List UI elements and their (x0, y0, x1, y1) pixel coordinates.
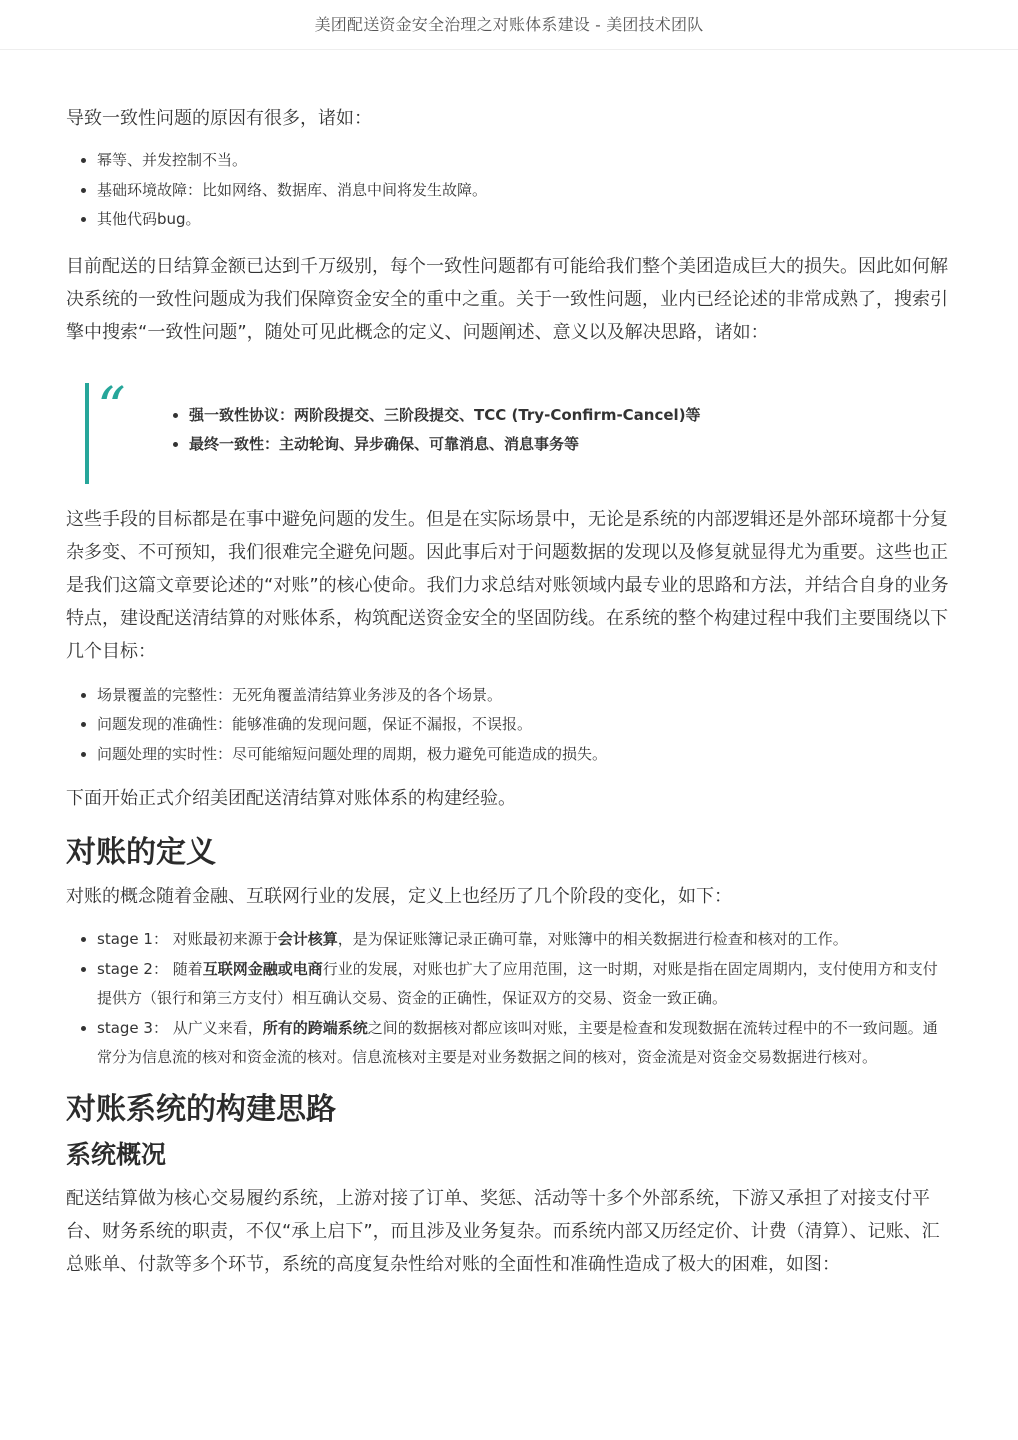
stage-emphasis: 互联网金融或电商 (202, 959, 323, 978)
list-item: • 基础环境故障：比如网络、数据库、消息中间将发生故障。 (97, 176, 952, 206)
section-heading-build: 对账系统的构建思路 (66, 1091, 336, 1127)
list-item: • 场景覆盖的完整性：无死角覆盖清结算业务涉及的各个场景。 (97, 681, 952, 711)
overview-paragraph: 配送结算做为核心交易履约系统，上游对接了订单、奖惩、活动等十多个外部系统，下游又承担了对接支付平台、财务系统的职责，不仅“承上启下”，而且涉及业务复杂。而系统内部又历经定价、计费（清算）、记账、汇总账单、付款等多个环节，系统的高度复杂性给对账的全面性和准确性造成了极大的困难，如图： (66, 1187, 940, 1275)
causes-list (66, 146, 952, 235)
subsection-heading-overview: 系统概况 (66, 1139, 167, 1169)
page-title: 美团配送资金安全治理之对账体系建设 - 美团技术团队 (314, 15, 704, 34)
blockquote (85, 375, 952, 484)
list-item: • 问题处理的实时性：尽可能缩短问题处理的周期，极力避免可能造成的损失。 (97, 740, 952, 770)
stage-text: stage 1： 对账最初来源于 (97, 930, 278, 948)
list-item (97, 955, 952, 1014)
intro-paragraph: 导致一致性问题的原因有很多，诸如： (66, 108, 372, 129)
definition-paragraph: 对账的概念随着金融、互联网行业的发展，定义上也经历了几个阶段的变化，如下： (66, 886, 732, 907)
stages-list (66, 925, 952, 1073)
list-item: • 最终一致性：主动轮询、异步确保、可靠消息、消息事务等 (189, 430, 952, 459)
section-heading-definition: 对账的定义 (66, 835, 216, 870)
quote-list (89, 383, 952, 459)
stage-text: ，是为保证账簿记录正确可靠，对账簿中的相关数据进行检查和核对的工作。 (337, 930, 848, 948)
list-item: • 幂等、并发控制不当。 (97, 146, 952, 176)
stage-text: stage 3： 从广义来看， (97, 1018, 263, 1037)
next-paragraph: 下面开始正式介绍美团配送清结算对账体系的构建经验。 (66, 788, 516, 809)
list-item (97, 925, 952, 955)
article-body (66, 50, 952, 1281)
stage-text: 行业的发展，对账也扩大了应用范围，这一时期，对账是指在固定周期内，支付使用方和支付提供方（银行和第三方支付）相互确认交易、资金的正确性，保证双方的交易、资金一致正确。 (97, 959, 938, 1007)
stage-emphasis: 会计核算 (277, 930, 338, 948)
list-item: • 强一致性协议：两阶段提交、三阶段提交、TCC (Try-Confirm-Cancel)等 (189, 401, 952, 430)
amount-paragraph: 目前配送的日结算金额已达到千万级别，每个一致性问题都有可能给我们整个美团造成巨大的损失。因此如何解决系统的一致性问题成为我们保障资金安全的重中之重。关于一致性问题，业内已经论述的非常成熟了，搜索引擎中搜索“一致性问题”，随处可见此概念的定义、问题阐述、意义以及解决思路，诸如： (66, 255, 948, 343)
stage-text: 之间的数据核对都应该叫对账，主要是检查和发现数据在流转过程中的不一致问题。通常分为信息流的核对和资金流的核对。信息流核对主要是对业务数据之间的核对，资金流是对资金交易数据进行核对。 (97, 1018, 938, 1066)
goals-list (66, 681, 952, 770)
quote-mark-icon: “ (97, 375, 126, 441)
stage-emphasis: 所有的跨端系统 (262, 1018, 368, 1037)
list-item: • 问题发现的准确性：能够准确的发现问题，保证不漏报，不误报。 (97, 710, 952, 740)
stage-text: stage 2： 随着 (97, 959, 203, 978)
page-header (0, 0, 1018, 50)
list-item (97, 1014, 952, 1073)
list-item: • 其他代码bug。 (97, 205, 952, 235)
goals-paragraph: 这些手段的目标都是在事中避免问题的发生。但是在实际场景中，无论是系统的内部逻辑还是外部环境都十分复杂多变、不可预知，我们很难完全避免问题。因此事后对于问题数据的发现以及修复就显得尤为重要。这些也正是我们这篇文章要论述的“对账”的核心使命。我们力求总结对账领域内最专业的思路和方法，并结合自身的业务特点，建设配送清结算的对账体系，构筑配送资金安全的坚固防线。在系统的整个构建过程中我们主要围绕以下几个目标： (66, 508, 949, 662)
